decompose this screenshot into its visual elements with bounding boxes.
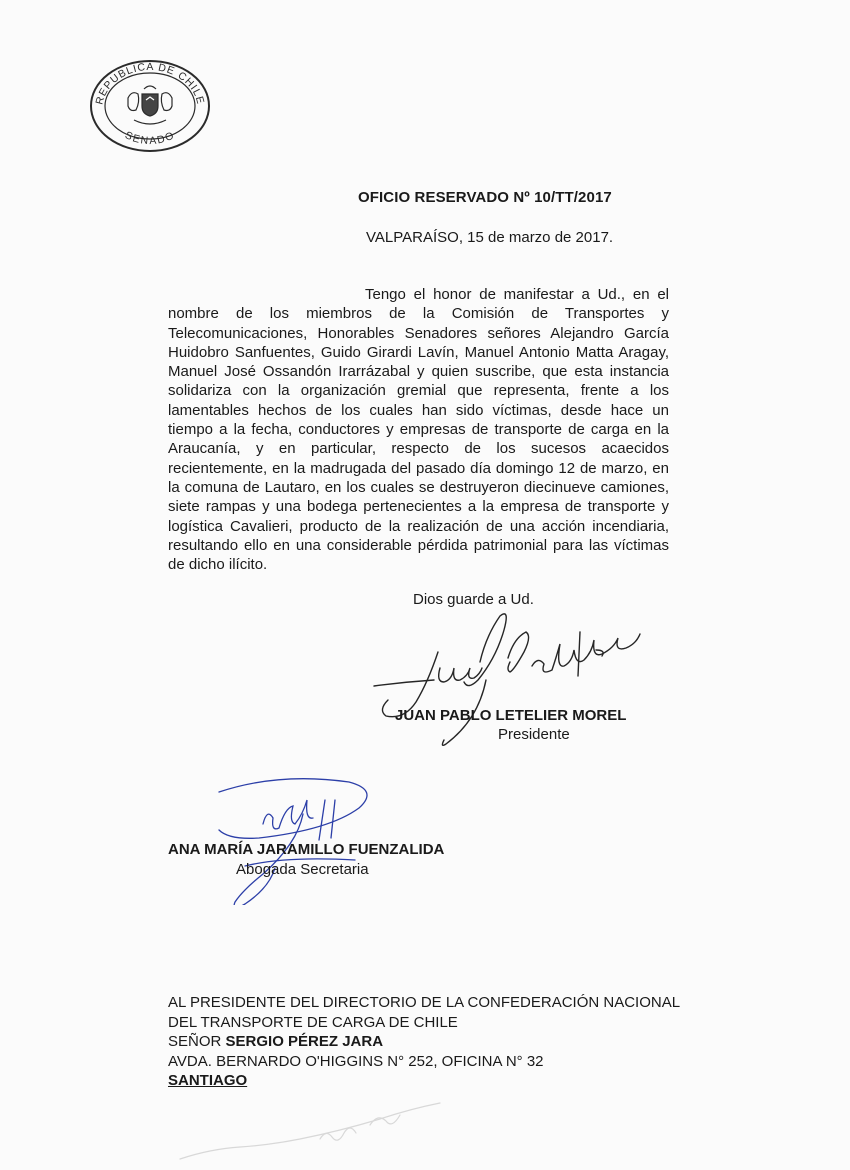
addressee-line-3 — [168, 1032, 680, 1052]
secretary-signature — [205, 770, 405, 905]
seal-bottom-text: SENADO — [122, 129, 177, 148]
document-title: OFICIO RESERVADO Nº 10/TT/2017 — [358, 189, 612, 206]
seal-top-text: REPUBLICA DE CHILE — [93, 60, 207, 106]
addressee-block — [168, 993, 680, 1091]
addressee-line-1: AL PRESIDENTE DEL DIRECTORIO DE LA CONFEDERACIÓN NACIONAL — [168, 994, 681, 1011]
president-name: JUAN PABLO LETELIER MOREL — [395, 707, 627, 724]
addressee-city: SANTIAGO — [168, 1072, 248, 1089]
senate-seal — [88, 58, 212, 154]
secretary-title: Abogada Secretaria — [236, 861, 369, 878]
addressee-line-2: DEL TRANSPORTE DE CARGA DE CHILE — [168, 1013, 458, 1031]
addressee-address: AVDA. BERNARDO O'HIGGINS N° 252, OFICINA N° 32 — [168, 1052, 544, 1070]
coat-of-arms-icon — [128, 86, 172, 124]
svg-text:SENADO — [123, 129, 177, 147]
addressee-prefix: SEÑOR — [168, 1033, 226, 1050]
secretary-name: ANA MARÍA JARAMILLO FUENZALIDA — [168, 841, 445, 858]
letter-body: Tengo el honor de manifestar a Ud., en el nombre de los miembros de la Comisión de Transportes y Telecomunicaciones, Honorables Senadores señores Alejandro García Huidobro Sanfuentes, Guido Girardi Lavín, Manuel Antonio Matta Aragay, Manuel José Ossandón Irarrázabal y quien suscribe, que esta instancia solidariza con la organización gremial que representa, frente a los lamentables hechos de los cuales han sido víctimas, desde hace un tiempo a la fecha, conductores y empresas de transporte de carga en la Araucanía, y en particular, respecto de los sucesos acaecidos recientemente, en la madrugada del pasado día domingo 12 de marzo, en la comuna de Lautaro, en los cuales se destruyeron diecinueve camiones, siete rampas y una bodega pertenecientes a la empresa de transporte y logística Cavalieri, producto de la realización de una acción incendiaria, resultando ello en una considerable pérdida patrimonial para las víctimas de dicho ilícito. — [168, 286, 669, 574]
president-title: Presidente — [498, 726, 570, 743]
faint-handwriting-mark — [170, 1095, 470, 1170]
closing-salutation: Dios guarde a Ud. — [413, 591, 534, 608]
addressee-name: SERGIO PÉREZ JARA — [225, 1033, 384, 1050]
dateline: VALPARAÍSO, 15 de marzo de 2017. — [366, 229, 614, 246]
